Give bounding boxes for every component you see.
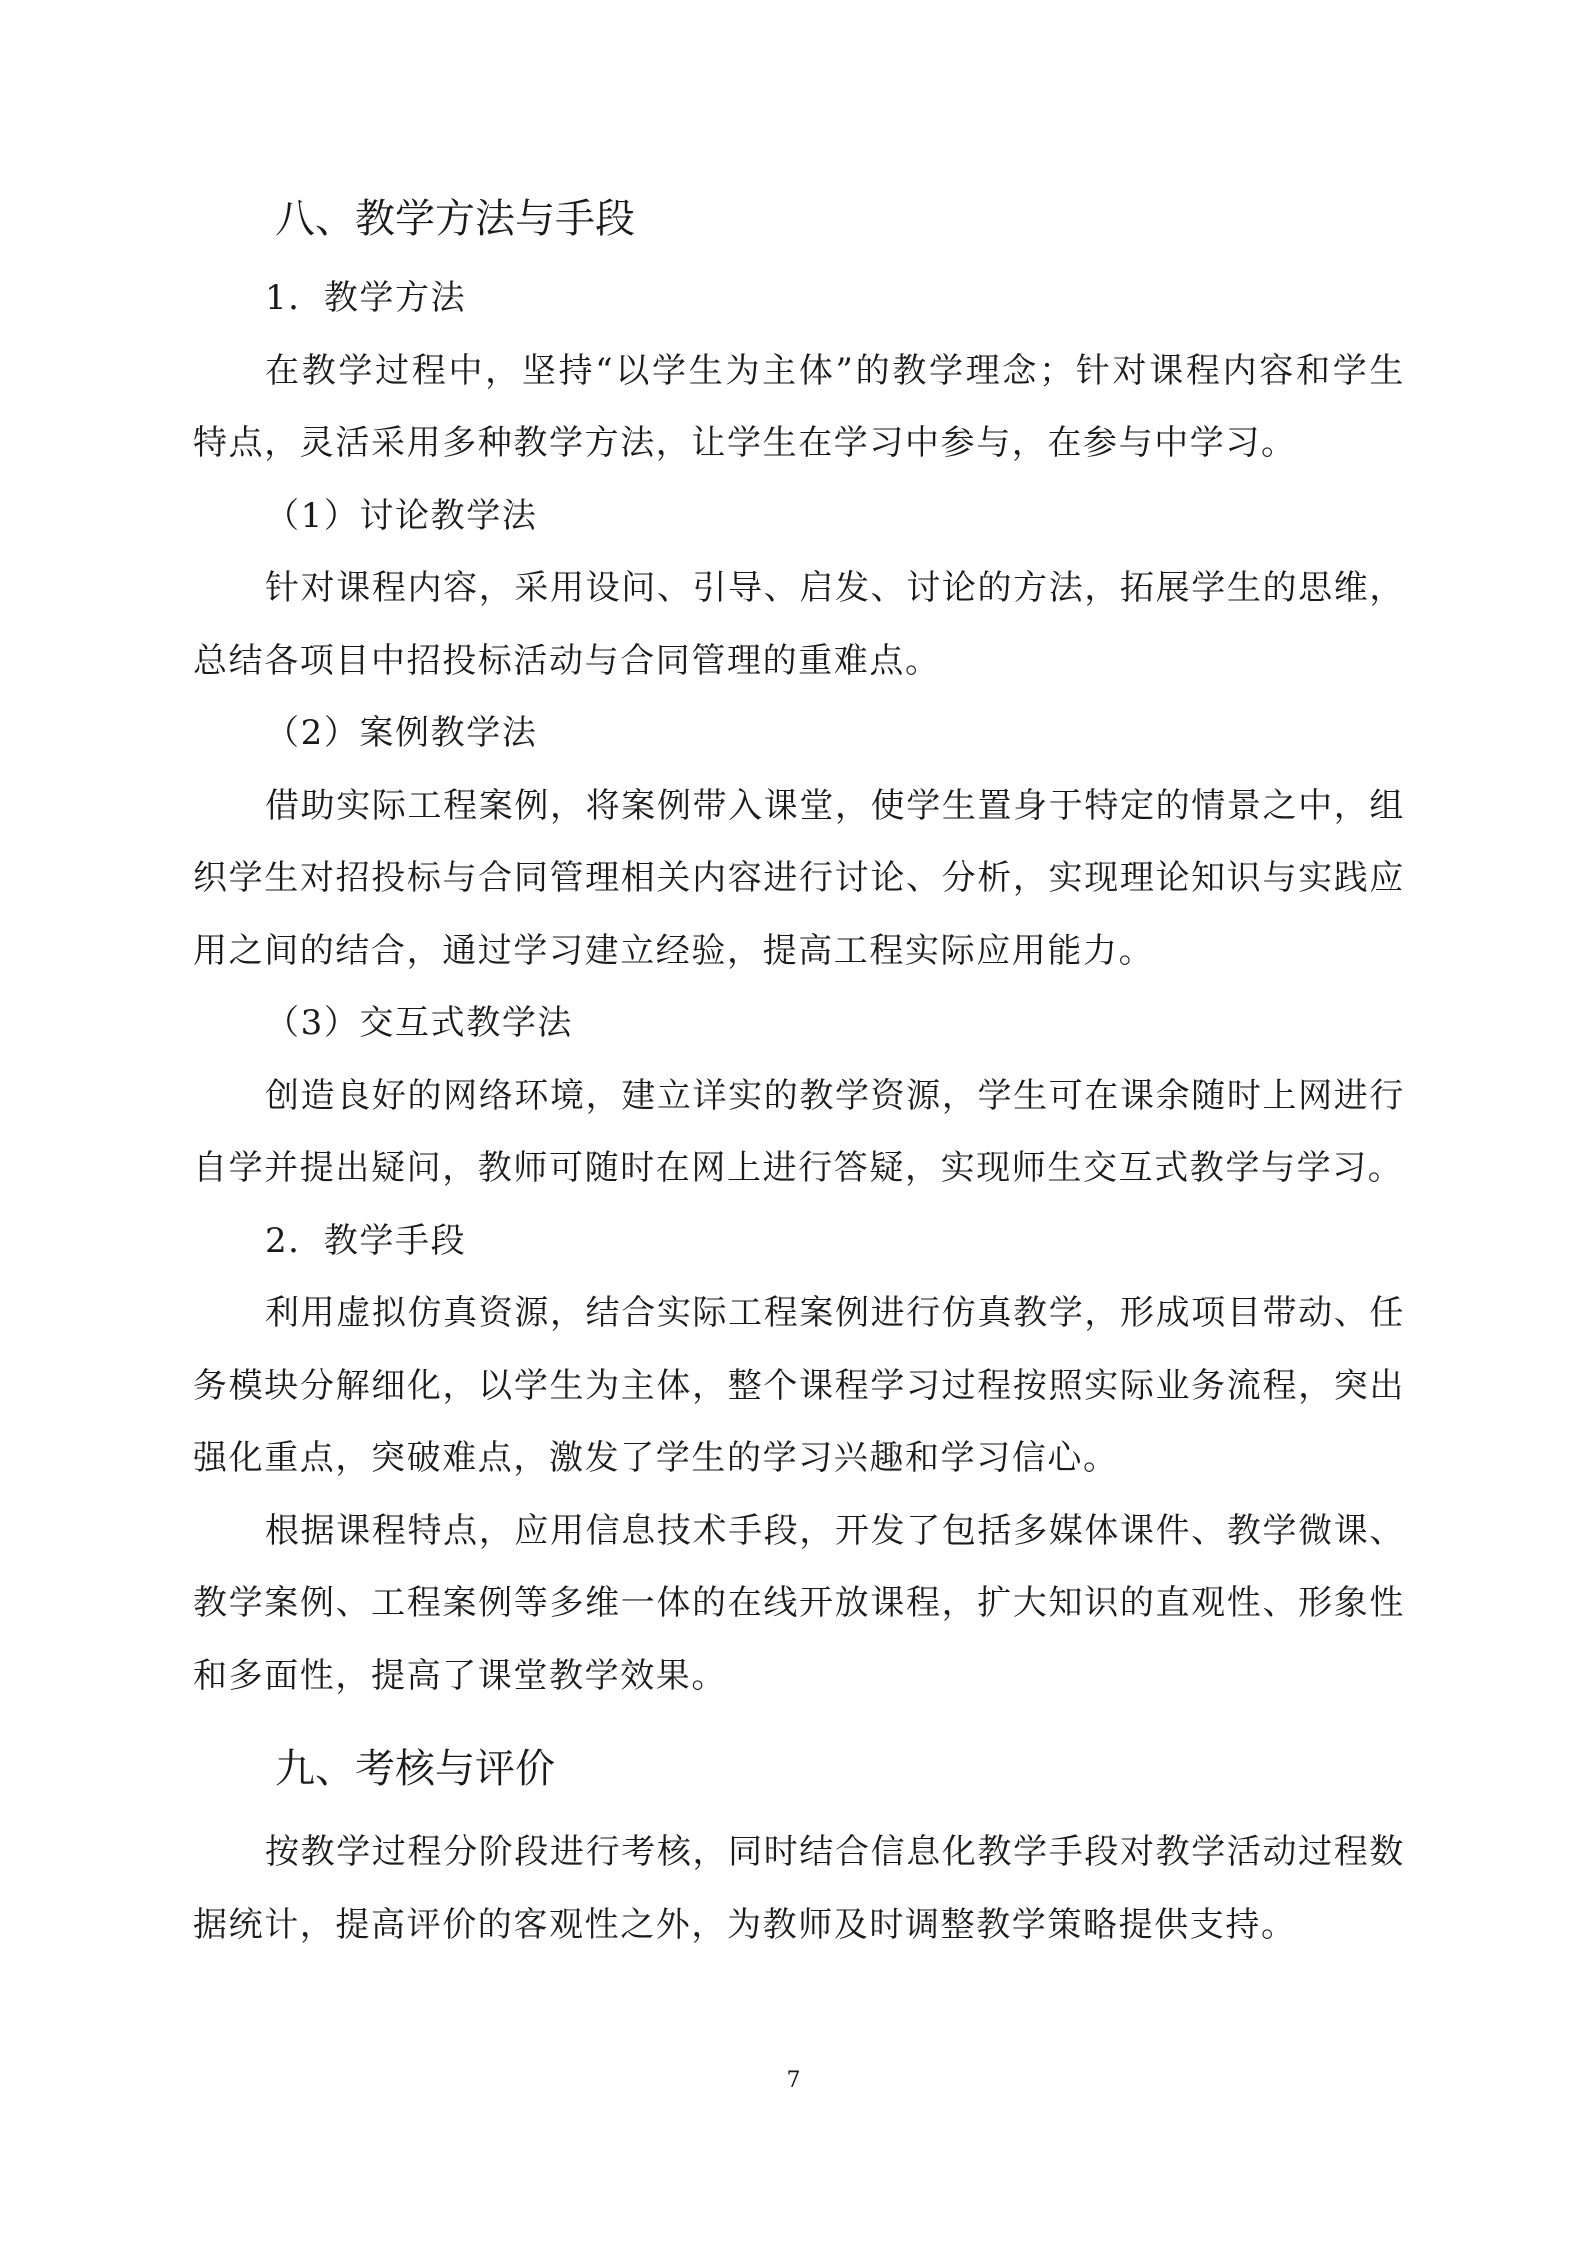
subheading-discussion-method: （1）讨论教学法 — [265, 495, 538, 536]
paragraph-simulation-teaching: 利用虚拟仿真资源，结合实际工程案例进行仿真教学，形成项目带动、任务模块分解细化，以学生为主体，整个课程学习过程按照实际业务流程，突出强化重点，突破难点，激发了学生的学习兴趣和学习信心。 — [193, 1293, 1405, 1478]
subheading-teaching-means: 2．教学手段 — [265, 1220, 467, 1261]
paragraph-teaching-philosophy: 在教学过程中，坚持“以学生为主体”的教学理念；针对课程内容和学生特点，灵活采用多种教学方法，让学生在学习中参与，在参与中学习。 — [193, 350, 1405, 463]
page-number: 7 — [786, 2068, 801, 2093]
paragraph-case-method: 借助实际工程案例，将案例带入课堂，使学生置身于特定的情景之中，组织学生对招投标与合同管理相关内容进行讨论、分析，实现理论知识与实践应用之间的结合，通过学习建立经验，提高工程实际应用能力。 — [193, 785, 1405, 971]
section-title-assessment: 九、考核与评价 — [275, 1746, 555, 1792]
page-content — [193, 176, 1405, 1961]
section-title-teaching-methods: 八、教学方法与手段 — [275, 196, 635, 242]
paragraph-interactive-method: 创造良好的网络环境，建立详实的教学资源，学生可在课余随时上网进行自学并提出疑问，教师可随时在网上进行答疑，实现师生交互式教学与学习。 — [193, 1075, 1405, 1188]
subheading-teaching-methods: 1．教学方法 — [265, 278, 467, 318]
subheading-interactive-method: （3）交互式教学法 — [265, 1003, 574, 1043]
paragraph-assessment: 按教学过程分阶段进行考核，同时结合信息化教学手段对教学活动过程数据统计，提高评价的客观性之外，为教师及时调整教学策略提供支持。 — [193, 1832, 1405, 1945]
paragraph-discussion-method: 针对课程内容，采用设问、引导、启发、讨论的方法，拓展学生的思维，总结各项目中招投标活动与合同管理的重难点。 — [193, 568, 1405, 681]
paragraph-online-course: 根据课程特点，应用信息技术手段，开发了包括多媒体课件、教学微课、教学案例、工程案例等多维一体的在线开放课程，扩大知识的直观性、形象性和多面性，提高了课堂教学效果。 — [193, 1510, 1405, 1696]
subheading-case-method: （2）案例教学法 — [265, 713, 538, 753]
